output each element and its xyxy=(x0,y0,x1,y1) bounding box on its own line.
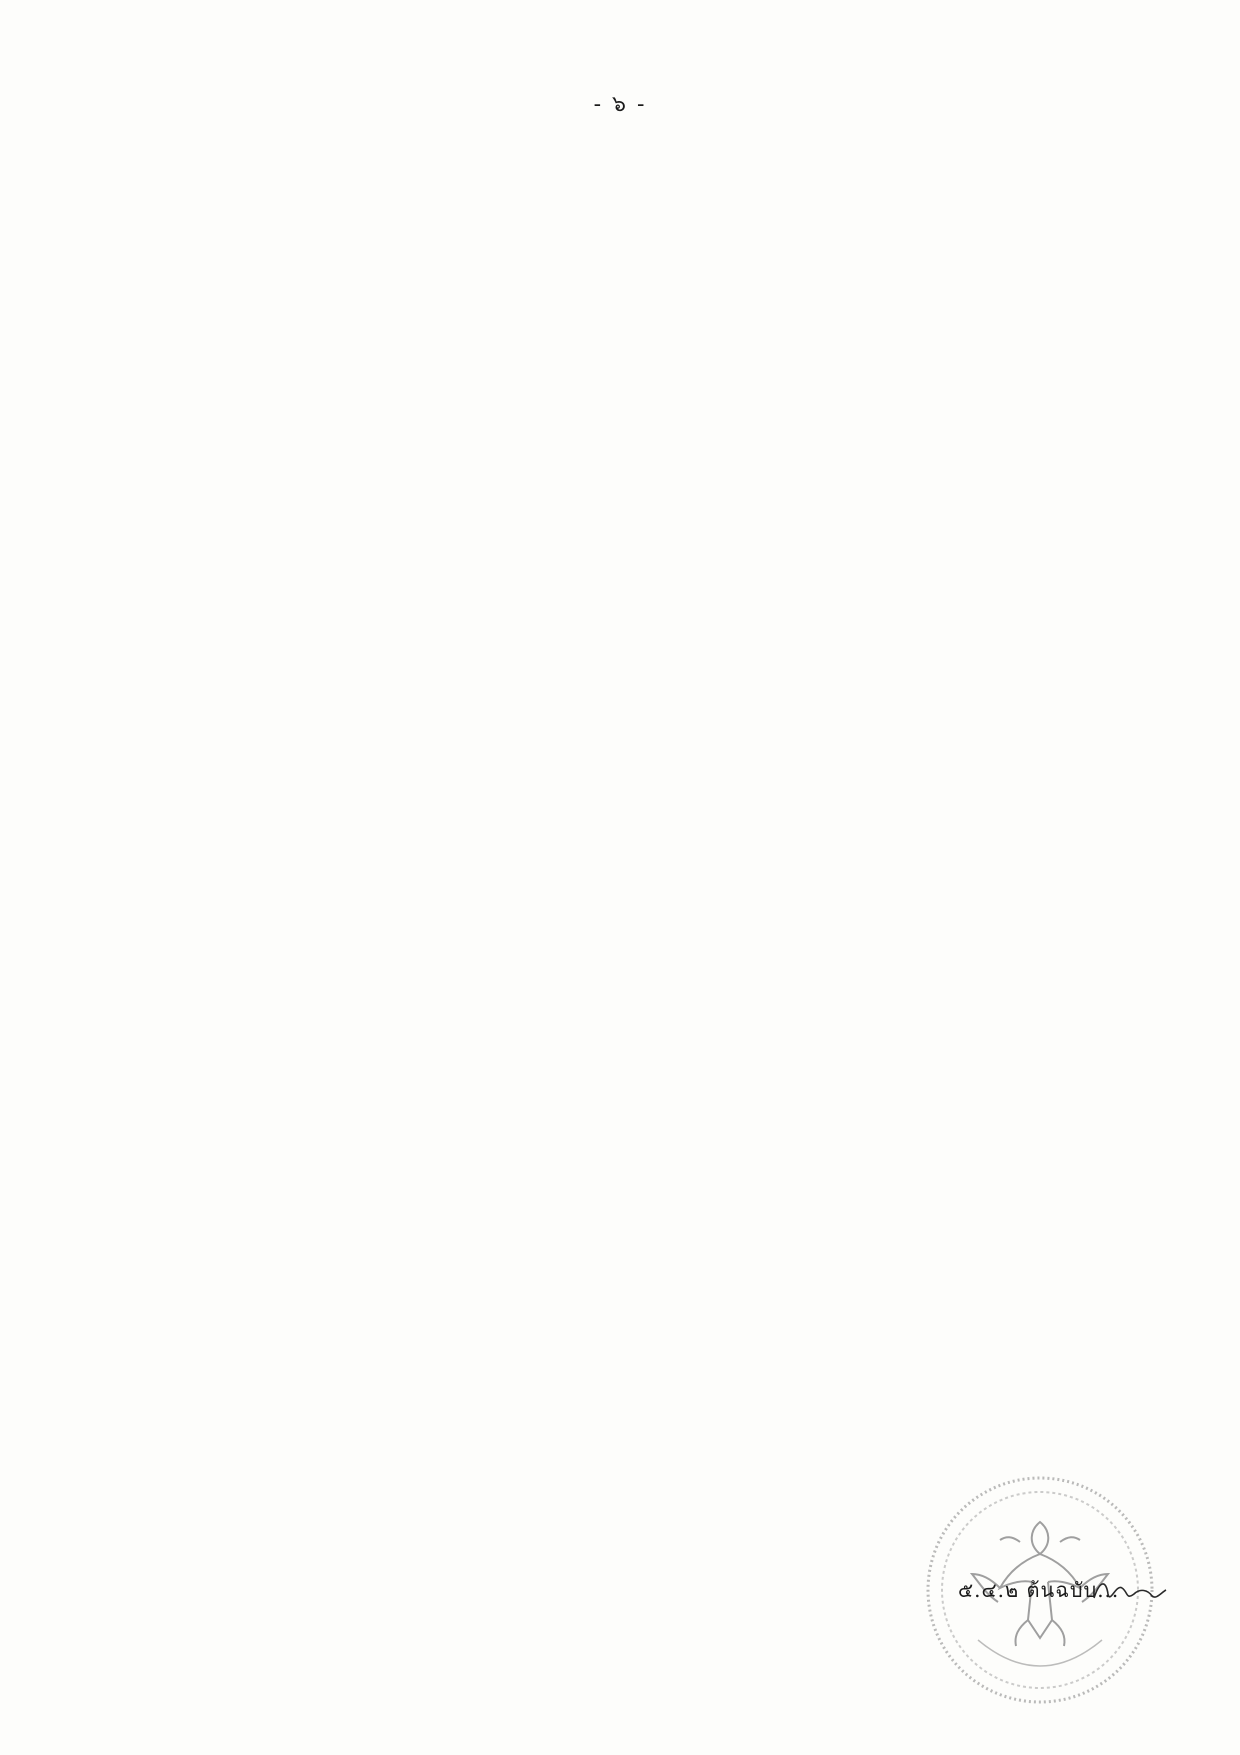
document-body xyxy=(184,140,1114,632)
paragraph-5-1-3 xyxy=(184,344,1114,380)
section-5-2-heading xyxy=(354,416,1114,452)
section-5-3-heading xyxy=(354,488,1114,524)
continuation-note: ๕.๔.๒ ต้นฉบับ... xyxy=(958,1578,1120,1602)
paragraph-5-1-2 xyxy=(184,308,1114,344)
page-number: - ๖ - xyxy=(593,92,647,117)
paragraph-4-3 xyxy=(184,140,1114,176)
paragraph-text xyxy=(334,146,340,170)
section-5-1-heading xyxy=(354,236,1114,272)
section-5-heading xyxy=(334,200,1114,236)
seal-text-arc xyxy=(978,1640,1102,1666)
paragraph-5-1-4 xyxy=(184,380,1114,416)
paragraph-5-4-1 xyxy=(184,596,1114,632)
section-5-4-heading xyxy=(354,560,1114,596)
spacer xyxy=(184,176,1114,186)
paragraph-5-2 xyxy=(184,452,1114,488)
paragraph-5-1-1 xyxy=(184,272,1114,308)
signature-mark xyxy=(1090,1570,1170,1610)
paragraph-5-3 xyxy=(184,524,1114,560)
